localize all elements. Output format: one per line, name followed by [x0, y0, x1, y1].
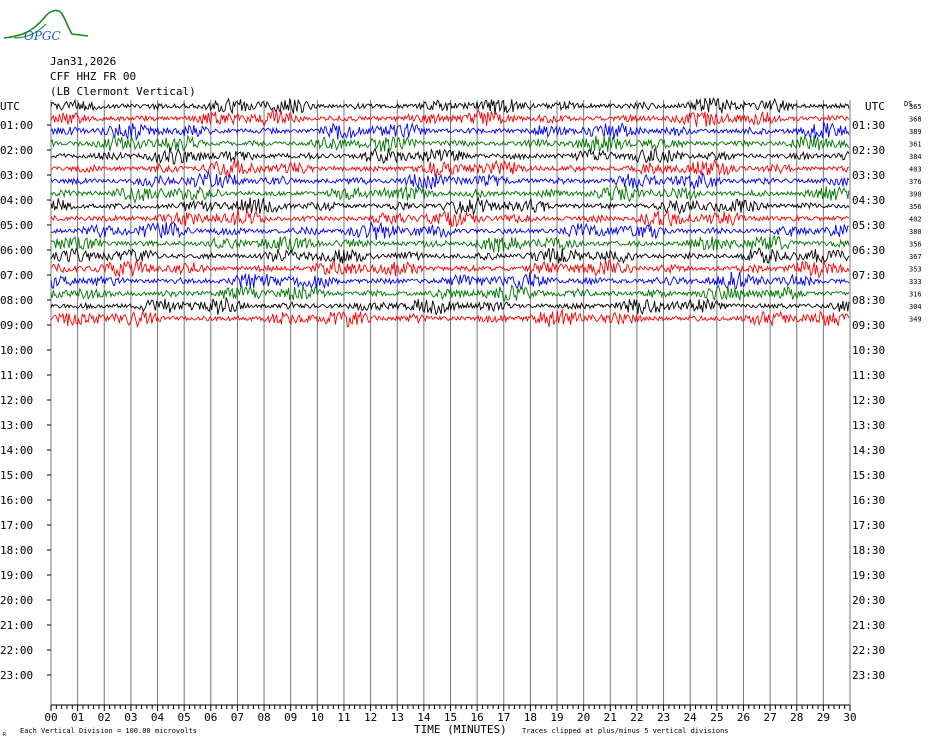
- time-axis: [44, 705, 856, 724]
- x-tick-label: 26: [736, 711, 751, 724]
- x-tick-label: 06: [204, 711, 218, 724]
- trace-ds-value: 384: [909, 153, 922, 161]
- hour-label-left: 08:00: [0, 294, 34, 307]
- x-tick-label: 10: [310, 711, 324, 724]
- x-tick-label: 17: [497, 711, 511, 724]
- x-tick-label: 20: [577, 711, 591, 724]
- x-tick-label: 02: [97, 711, 111, 724]
- trace-ds-value: 389: [909, 128, 922, 136]
- hour-label-left: 02:00: [0, 144, 34, 157]
- trace-ds-value: 356: [909, 203, 922, 211]
- hour-label-left: 03:00: [0, 169, 34, 182]
- hour-label-left: 11:00: [0, 369, 34, 382]
- hour-label-left: 04:00: [0, 194, 34, 207]
- x-tick-label: 08: [257, 711, 271, 724]
- hour-label-left: 20:00: [0, 594, 34, 607]
- hour-label-left: 07:00: [0, 269, 34, 282]
- utc-label-left: UTC: [0, 100, 20, 113]
- utc-label-right: UTC: [865, 100, 885, 113]
- hour-label-right: 14:30: [852, 444, 886, 457]
- trace-ds-value: 402: [909, 215, 922, 224]
- header-station: CFF HHZ FR 00: [50, 70, 137, 83]
- x-tick-label: 07: [230, 711, 245, 724]
- footer-left: Each Vertical Division = 100.00 microvolts: [20, 727, 198, 735]
- hour-label-left: 12:00: [0, 394, 34, 407]
- trace-ds-value: 390: [909, 190, 922, 199]
- hour-label-left: 18:00: [0, 544, 34, 557]
- x-tick-label: 27: [763, 711, 777, 724]
- hour-label-left: 17:00: [0, 519, 34, 532]
- x-tick-label: 04: [150, 711, 165, 724]
- trace-ds-value: 304: [909, 303, 922, 311]
- hour-label-right: 06:30: [852, 244, 886, 257]
- x-tick-label: 15: [443, 711, 458, 724]
- hour-label-right: 02:30: [852, 144, 886, 157]
- hour-label-left: 09:00: [0, 319, 34, 332]
- hour-label-right: 23:30: [852, 669, 886, 682]
- trace-ds-value: 361: [909, 140, 922, 149]
- x-tick-label: 09: [284, 711, 298, 724]
- hour-label-right: 08:30: [852, 294, 886, 307]
- hour-label-right: 20:30: [852, 594, 886, 607]
- trace-ds-value: 403: [909, 165, 922, 174]
- x-tick-label: 18: [523, 711, 538, 724]
- hour-label-left: 22:00: [0, 644, 34, 657]
- x-tick-label: 25: [710, 711, 724, 724]
- hour-label-left: 19:00: [0, 569, 34, 582]
- x-tick-label: 14: [417, 711, 431, 724]
- hour-label-left: 16:00: [0, 494, 34, 507]
- x-tick-label: 16: [470, 711, 484, 724]
- x-axis-label: TIME (MINUTES): [414, 723, 507, 736]
- hour-label-left: 06:00: [0, 244, 34, 257]
- header-date: Jan31,2026: [50, 55, 117, 68]
- hour-label-left: 14:00: [0, 444, 34, 457]
- trace-ds-value: 380: [909, 228, 922, 236]
- ds-label: DS: [904, 100, 913, 108]
- x-tick-label: 19: [550, 711, 564, 724]
- trace-ds-value: 368: [909, 115, 922, 124]
- hour-label-right: 04:30: [852, 194, 886, 207]
- hour-label-left: 21:00: [0, 619, 34, 632]
- trace-ds-value: 376: [909, 178, 922, 186]
- hour-label-right: 22:30: [852, 644, 886, 657]
- hour-label-left: 05:00: [0, 219, 34, 232]
- trace-ds-value: 316: [909, 290, 922, 299]
- footer-right: Traces clipped at plus/minus 5 vertical divisions: [522, 727, 729, 735]
- x-tick-label: 21: [603, 711, 617, 724]
- x-tick-label: 05: [177, 711, 191, 724]
- x-tick-label: 00: [44, 711, 58, 724]
- x-tick-label: 22: [630, 711, 644, 724]
- trace-ds-value: 367: [909, 253, 922, 261]
- x-tick-label: 28: [790, 711, 804, 724]
- x-tick-label: 30: [843, 711, 857, 724]
- x-tick-label: 03: [124, 711, 138, 724]
- hour-label-right: 10:30: [852, 344, 886, 357]
- header-location: (LB Clermont Vertical): [50, 85, 196, 98]
- trace-ds-value: 365: [909, 103, 922, 111]
- hour-label-right: 07:30: [852, 269, 886, 282]
- hour-label-right: 16:30: [852, 494, 886, 507]
- logo-text: OPGC: [24, 29, 61, 43]
- x-tick-label: 24: [683, 711, 697, 724]
- hour-label-left: 15:00: [0, 469, 34, 482]
- hour-label-right: 18:30: [852, 544, 886, 557]
- hour-label-right: 01:30: [852, 119, 886, 132]
- hour-label-left: 01:00: [0, 119, 34, 132]
- hour-label-right: 19:30: [852, 569, 886, 582]
- trace-ds-value: 349: [909, 315, 922, 324]
- x-tick-label: 23: [656, 711, 671, 724]
- x-tick-label: 11: [337, 711, 351, 724]
- trace-ds-value: 353: [909, 265, 922, 274]
- footer-mark: R: [3, 732, 7, 738]
- hour-label-right: 15:30: [852, 469, 886, 482]
- hour-label-right: 09:30: [852, 319, 886, 332]
- trace-ds-value: 356: [909, 240, 922, 249]
- x-tick-label: 12: [363, 711, 378, 724]
- x-tick-label: 01: [71, 711, 85, 724]
- hour-label-left: 23:00: [0, 669, 34, 682]
- hour-label-right: 03:30: [852, 169, 886, 182]
- hour-label-right: 05:30: [852, 219, 886, 232]
- x-tick-label: 13: [390, 711, 404, 724]
- hour-label-right: 17:30: [852, 519, 886, 532]
- hour-label-right: 13:30: [852, 419, 886, 432]
- hour-label-left: 10:00: [0, 344, 34, 357]
- x-tick-label: 29: [816, 711, 830, 724]
- hour-label-right: 12:30: [852, 394, 886, 407]
- hour-label-right: 11:30: [852, 369, 886, 382]
- trace-ds-value: 333: [909, 278, 922, 286]
- hour-label-right: 21:30: [852, 619, 886, 632]
- hour-label-left: 13:00: [0, 419, 34, 432]
